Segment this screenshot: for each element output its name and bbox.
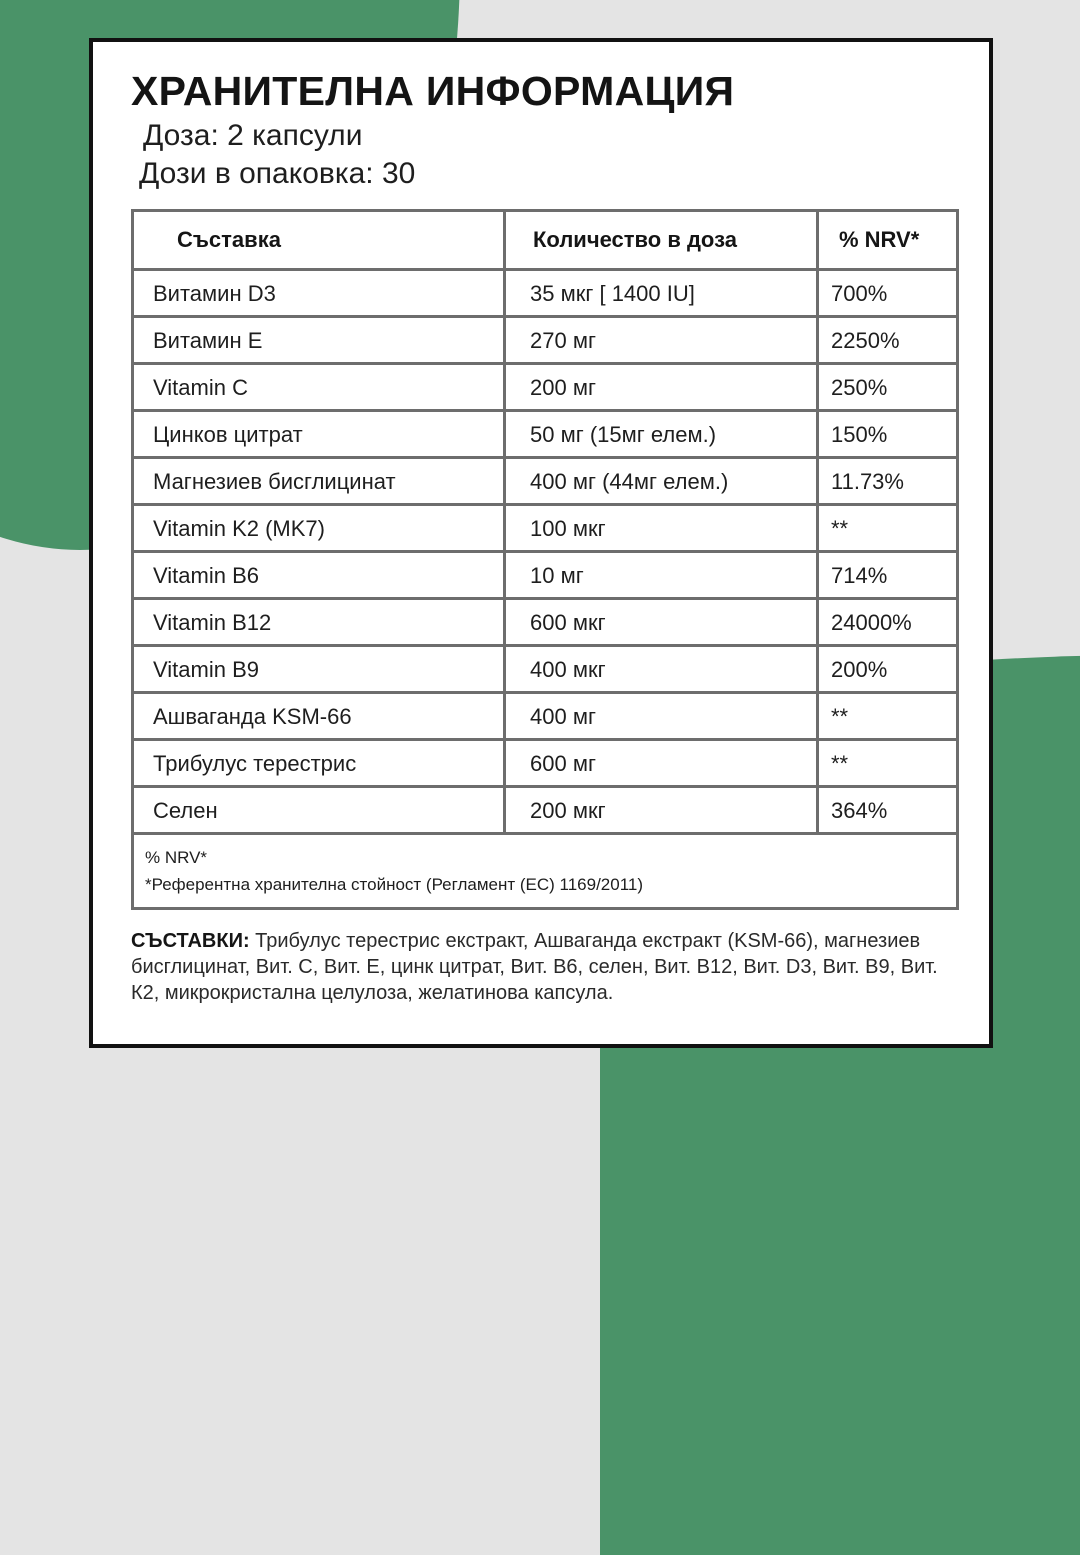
row-ingredient-name: Vitamin B9 — [153, 657, 259, 682]
row-amount: 270 мг — [530, 328, 596, 353]
row-ingredient-name: Витамин Е — [153, 328, 263, 353]
row-amount: 10 мг — [530, 563, 584, 588]
row-amount: 50 мг (15мг елем.) — [530, 422, 717, 447]
servings-text: Дози в опаковка: 30 — [139, 157, 416, 190]
table-grid-line — [131, 362, 959, 365]
table-grid-line — [131, 315, 959, 318]
row-amount: 400 мкг — [530, 657, 606, 682]
row-nrv: 364% — [831, 798, 888, 823]
table-grid-line — [131, 503, 959, 506]
table-grid-line — [131, 550, 959, 553]
row-ingredient-name: Ашваганда KSM-66 — [153, 704, 352, 729]
column-header-ingredient: Съставка — [177, 227, 281, 252]
row-amount: 600 мг — [530, 751, 596, 776]
row-amount: 600 мкг — [530, 610, 606, 635]
nrv-footnote-text: *Референтна хранителна стойност (Регламент (ЕС) 1169/2011) — [145, 875, 644, 894]
table-grid-line — [131, 832, 959, 835]
row-ingredient-name: Витамин D3 — [153, 281, 276, 306]
row-nrv: 150% — [831, 422, 888, 447]
page-title: ХРАНИТЕЛНА ИНФОРМАЦИЯ — [131, 68, 735, 114]
table-grid-line — [131, 209, 959, 212]
row-nrv: ** — [831, 751, 849, 776]
row-nrv: ** — [831, 704, 849, 729]
row-nrv: ** — [831, 516, 849, 541]
ingredients-label: СЪСТАВКИ: — [131, 930, 250, 952]
row-amount: 400 мг (44мг елем.) — [530, 469, 729, 494]
row-ingredient-name: Vitamin K2 (MK7) — [153, 516, 325, 541]
table-grid-line — [131, 456, 959, 459]
row-amount: 400 мг — [530, 704, 596, 729]
table-grid-line — [131, 738, 959, 741]
row-amount: 100 мкг — [530, 516, 606, 541]
row-ingredient-name: Vitamin B6 — [153, 563, 259, 588]
table-grid-line — [131, 691, 959, 694]
ingredients-text: Трибулус терестрис екстракт, Ашваганда екстракт (KSM-66), магнезиев бисглицинат, Вит. С, Вит. Е, цинк цитрат, Вит. В6, селен, Вит. В12, Вит. D3, Вит. В9, Вит. К2, микрокристална целулоза, желатинова капсула. — [131, 930, 938, 1004]
row-nrv: 700% — [831, 281, 888, 306]
table-grid-line — [131, 409, 959, 412]
dose-text: Доза: 2 капсули — [143, 119, 363, 152]
nutrition-info-card — [89, 38, 993, 1048]
row-nrv: 714% — [831, 563, 888, 588]
row-amount: 200 мкг — [530, 798, 606, 823]
row-ingredient-name: Селен — [153, 798, 218, 823]
table-grid-line — [131, 597, 959, 600]
nrv-footnote-title: % NRV* — [145, 848, 208, 867]
column-header-nrv: % NRV* — [839, 227, 920, 252]
table-grid-line — [131, 785, 959, 788]
table-grid-line — [131, 907, 959, 910]
column-header-amount: Количество в доза — [533, 227, 737, 252]
row-nrv: 200% — [831, 657, 888, 682]
row-nrv: 11.73% — [831, 469, 904, 494]
row-nrv: 2250% — [831, 328, 900, 353]
row-ingredient-name: Трибулус терестрис — [153, 751, 357, 776]
table-grid-line — [131, 644, 959, 647]
nutrition-table — [131, 209, 959, 910]
row-ingredient-name: Цинков цитрат — [153, 422, 303, 447]
row-amount: 35 мкг [ 1400 IU] — [530, 281, 695, 306]
ingredients-list — [131, 928, 961, 1006]
table-grid-line — [131, 268, 959, 271]
row-amount: 200 мг — [530, 375, 596, 400]
row-ingredient-name: Vitamin C — [153, 375, 248, 400]
row-nrv: 250% — [831, 375, 888, 400]
row-ingredient-name: Vitamin B12 — [153, 610, 272, 635]
row-ingredient-name: Магнезиев бисглицинат — [153, 469, 396, 494]
row-nrv: 24000% — [831, 610, 912, 635]
